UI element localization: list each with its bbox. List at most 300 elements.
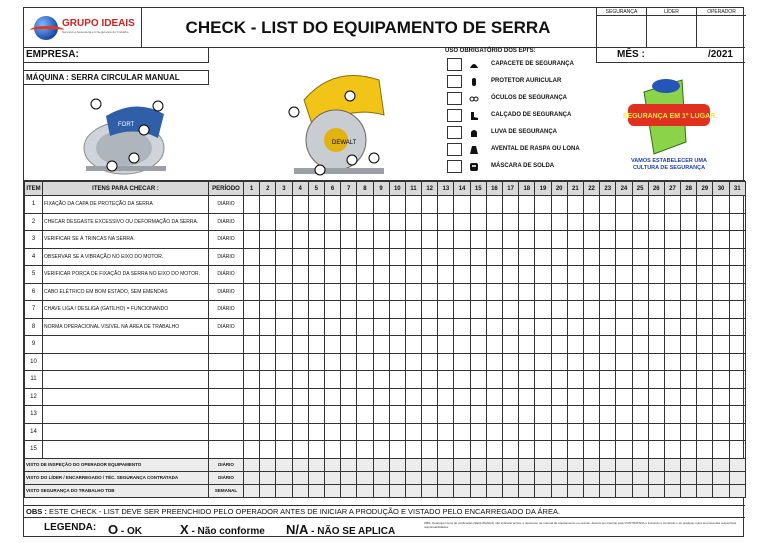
day-cell[interactable] [616,336,632,354]
day-cell[interactable] [373,458,389,471]
day-cell[interactable] [260,213,276,231]
day-cell[interactable] [729,388,745,406]
signature-operator[interactable] [697,8,746,48]
day-cell[interactable] [454,484,470,497]
day-cell[interactable] [503,353,519,371]
day-cell[interactable] [308,213,324,231]
day-cell[interactable] [389,458,405,471]
day-cell[interactable] [583,283,599,301]
day-cell[interactable] [600,353,616,371]
day-cell[interactable] [260,388,276,406]
day-cell[interactable] [324,318,340,336]
day-cell[interactable] [616,266,632,284]
day-cell[interactable] [535,231,551,249]
day-cell[interactable] [632,213,648,231]
day-cell[interactable] [616,471,632,484]
day-cell[interactable] [632,423,648,441]
day-cell[interactable] [648,196,664,214]
day-cell[interactable] [519,484,535,497]
day-cell[interactable] [600,196,616,214]
day-cell[interactable] [373,471,389,484]
day-cell[interactable] [438,423,454,441]
day-cell[interactable] [697,353,713,371]
day-cell[interactable] [648,248,664,266]
day-cell[interactable] [535,336,551,354]
day-cell[interactable] [486,283,502,301]
day-cell[interactable] [697,336,713,354]
day-cell[interactable] [341,266,357,284]
day-cell[interactable] [567,266,583,284]
day-cell[interactable] [470,471,486,484]
day-cell[interactable] [308,371,324,389]
day-cell[interactable] [405,231,421,249]
day-cell[interactable] [713,471,729,484]
day-cell[interactable] [373,318,389,336]
day-cell[interactable] [681,283,697,301]
day-cell[interactable] [357,441,373,459]
day-cell[interactable] [357,371,373,389]
day-cell[interactable] [648,371,664,389]
day-cell[interactable] [438,231,454,249]
day-cell[interactable] [357,266,373,284]
day-cell[interactable] [616,423,632,441]
day-cell[interactable] [292,318,308,336]
day-cell[interactable] [438,388,454,406]
day-cell[interactable] [373,231,389,249]
day-cell[interactable] [583,318,599,336]
day-cell[interactable] [454,283,470,301]
day-cell[interactable] [503,336,519,354]
day-cell[interactable] [486,423,502,441]
day-cell[interactable] [373,336,389,354]
day-cell[interactable] [260,283,276,301]
day-cell[interactable] [503,301,519,319]
day-cell[interactable] [567,406,583,424]
day-cell[interactable] [681,423,697,441]
day-cell[interactable] [324,248,340,266]
day-cell[interactable] [648,458,664,471]
day-cell[interactable] [567,423,583,441]
day-cell[interactable] [486,213,502,231]
day-cell[interactable] [389,283,405,301]
day-cell[interactable] [276,318,292,336]
day-cell[interactable] [697,371,713,389]
day-cell[interactable] [519,353,535,371]
day-cell[interactable] [422,283,438,301]
day-cell[interactable] [341,213,357,231]
day-cell[interactable] [244,231,260,249]
day-cell[interactable] [535,484,551,497]
day-cell[interactable] [681,196,697,214]
day-cell[interactable] [600,371,616,389]
signature-security[interactable] [597,8,647,48]
day-cell[interactable] [341,231,357,249]
day-cell[interactable] [454,353,470,371]
ppe-checkbox[interactable] [447,143,462,156]
day-cell[interactable] [681,336,697,354]
day-cell[interactable] [405,301,421,319]
day-cell[interactable] [600,283,616,301]
day-cell[interactable] [583,301,599,319]
day-cell[interactable] [357,471,373,484]
day-cell[interactable] [276,283,292,301]
day-cell[interactable] [486,484,502,497]
day-cell[interactable] [486,336,502,354]
day-cell[interactable] [519,196,535,214]
day-cell[interactable] [632,471,648,484]
day-cell[interactable] [681,441,697,459]
day-cell[interactable] [567,318,583,336]
day-cell[interactable] [583,266,599,284]
day-cell[interactable] [664,266,680,284]
day-cell[interactable] [438,353,454,371]
day-cell[interactable] [470,441,486,459]
day-cell[interactable] [308,266,324,284]
day-cell[interactable] [616,301,632,319]
day-cell[interactable] [729,213,745,231]
day-cell[interactable] [292,423,308,441]
day-cell[interactable] [600,231,616,249]
day-cell[interactable] [276,458,292,471]
day-cell[interactable] [632,196,648,214]
day-cell[interactable] [519,371,535,389]
day-cell[interactable] [357,318,373,336]
day-cell[interactable] [244,406,260,424]
day-cell[interactable] [567,458,583,471]
day-cell[interactable] [503,283,519,301]
day-cell[interactable] [292,248,308,266]
day-cell[interactable] [551,301,567,319]
day-cell[interactable] [713,441,729,459]
day-cell[interactable] [697,248,713,266]
day-cell[interactable] [341,248,357,266]
day-cell[interactable] [600,441,616,459]
day-cell[interactable] [244,458,260,471]
day-cell[interactable] [664,283,680,301]
day-cell[interactable] [486,441,502,459]
day-cell[interactable] [357,301,373,319]
day-cell[interactable] [713,406,729,424]
day-cell[interactable] [260,471,276,484]
day-cell[interactable] [292,388,308,406]
day-cell[interactable] [551,266,567,284]
day-cell[interactable] [454,371,470,389]
day-cell[interactable] [519,471,535,484]
day-cell[interactable] [470,406,486,424]
day-cell[interactable] [260,318,276,336]
day-cell[interactable] [373,371,389,389]
day-cell[interactable] [357,248,373,266]
day-cell[interactable] [292,406,308,424]
day-cell[interactable] [405,458,421,471]
day-cell[interactable] [438,458,454,471]
day-cell[interactable] [389,196,405,214]
day-cell[interactable] [648,266,664,284]
day-cell[interactable] [616,371,632,389]
day-cell[interactable] [260,484,276,497]
day-cell[interactable] [260,458,276,471]
day-cell[interactable] [551,231,567,249]
day-cell[interactable] [503,196,519,214]
day-cell[interactable] [260,196,276,214]
day-cell[interactable] [341,458,357,471]
day-cell[interactable] [583,196,599,214]
day-cell[interactable] [519,458,535,471]
day-cell[interactable] [681,301,697,319]
day-cell[interactable] [632,441,648,459]
day-cell[interactable] [260,248,276,266]
day-cell[interactable] [438,318,454,336]
day-cell[interactable] [697,301,713,319]
day-cell[interactable] [405,423,421,441]
day-cell[interactable] [324,471,340,484]
day-cell[interactable] [422,266,438,284]
day-cell[interactable] [632,484,648,497]
day-cell[interactable] [519,388,535,406]
day-cell[interactable] [632,248,648,266]
day-cell[interactable] [292,196,308,214]
day-cell[interactable] [600,318,616,336]
day-cell[interactable] [632,353,648,371]
day-cell[interactable] [292,213,308,231]
day-cell[interactable] [324,484,340,497]
day-cell[interactable] [535,266,551,284]
day-cell[interactable] [405,484,421,497]
day-cell[interactable] [292,301,308,319]
day-cell[interactable] [260,371,276,389]
day-cell[interactable] [389,371,405,389]
day-cell[interactable] [567,388,583,406]
day-cell[interactable] [664,458,680,471]
day-cell[interactable] [357,458,373,471]
day-cell[interactable] [244,336,260,354]
day-cell[interactable] [713,484,729,497]
day-cell[interactable] [600,266,616,284]
day-cell[interactable] [260,301,276,319]
day-cell[interactable] [551,213,567,231]
day-cell[interactable] [535,458,551,471]
day-cell[interactable] [373,301,389,319]
day-cell[interactable] [664,213,680,231]
day-cell[interactable] [632,336,648,354]
signature-leader[interactable] [647,8,697,48]
ppe-checkbox[interactable] [447,109,462,122]
day-cell[interactable] [357,484,373,497]
day-cell[interactable] [664,441,680,459]
day-cell[interactable] [681,484,697,497]
day-cell[interactable] [583,353,599,371]
day-cell[interactable] [422,196,438,214]
month-field[interactable] [596,48,745,63]
day-cell[interactable] [422,301,438,319]
day-cell[interactable] [373,441,389,459]
day-cell[interactable] [324,458,340,471]
day-cell[interactable] [648,406,664,424]
day-cell[interactable] [600,458,616,471]
day-cell[interactable] [405,196,421,214]
day-cell[interactable] [519,318,535,336]
day-cell[interactable] [373,248,389,266]
day-cell[interactable] [486,248,502,266]
day-cell[interactable] [260,336,276,354]
day-cell[interactable] [470,371,486,389]
day-cell[interactable] [357,336,373,354]
day-cell[interactable] [470,318,486,336]
day-cell[interactable] [503,441,519,459]
day-cell[interactable] [373,213,389,231]
day-cell[interactable] [697,388,713,406]
day-cell[interactable] [600,213,616,231]
day-cell[interactable] [551,336,567,354]
day-cell[interactable] [664,353,680,371]
day-cell[interactable] [341,336,357,354]
day-cell[interactable] [681,406,697,424]
day-cell[interactable] [583,441,599,459]
day-cell[interactable] [389,353,405,371]
day-cell[interactable] [664,484,680,497]
day-cell[interactable] [244,353,260,371]
day-cell[interactable] [519,213,535,231]
day-cell[interactable] [405,266,421,284]
day-cell[interactable] [664,406,680,424]
day-cell[interactable] [713,458,729,471]
day-cell[interactable] [308,484,324,497]
day-cell[interactable] [357,353,373,371]
day-cell[interactable] [405,248,421,266]
day-cell[interactable] [632,301,648,319]
day-cell[interactable] [454,231,470,249]
day-cell[interactable] [405,471,421,484]
day-cell[interactable] [276,423,292,441]
day-cell[interactable] [308,458,324,471]
day-cell[interactable] [405,353,421,371]
day-cell[interactable] [551,388,567,406]
day-cell[interactable] [648,471,664,484]
day-cell[interactable] [292,283,308,301]
day-cell[interactable] [583,371,599,389]
day-cell[interactable] [729,231,745,249]
day-cell[interactable] [681,231,697,249]
day-cell[interactable] [422,248,438,266]
day-cell[interactable] [648,231,664,249]
day-cell[interactable] [681,213,697,231]
day-cell[interactable] [389,318,405,336]
day-cell[interactable] [276,406,292,424]
day-cell[interactable] [729,248,745,266]
day-cell[interactable] [454,406,470,424]
day-cell[interactable] [551,406,567,424]
day-cell[interactable] [405,388,421,406]
day-cell[interactable] [664,318,680,336]
day-cell[interactable] [373,388,389,406]
day-cell[interactable] [470,336,486,354]
day-cell[interactable] [551,371,567,389]
day-cell[interactable] [373,196,389,214]
day-cell[interactable] [600,248,616,266]
day-cell[interactable] [729,196,745,214]
day-cell[interactable] [535,301,551,319]
day-cell[interactable] [422,441,438,459]
day-cell[interactable] [600,484,616,497]
day-cell[interactable] [519,423,535,441]
day-cell[interactable] [616,388,632,406]
day-cell[interactable] [697,406,713,424]
day-cell[interactable] [454,423,470,441]
ppe-checkbox[interactable] [447,58,462,71]
day-cell[interactable] [729,266,745,284]
day-cell[interactable] [616,353,632,371]
day-cell[interactable] [341,441,357,459]
day-cell[interactable] [551,484,567,497]
day-cell[interactable] [551,283,567,301]
day-cell[interactable] [438,283,454,301]
day-cell[interactable] [729,423,745,441]
day-cell[interactable] [373,423,389,441]
day-cell[interactable] [535,388,551,406]
day-cell[interactable] [664,388,680,406]
day-cell[interactable] [503,318,519,336]
day-cell[interactable] [729,406,745,424]
day-cell[interactable] [600,423,616,441]
day-cell[interactable] [324,423,340,441]
day-cell[interactable] [454,388,470,406]
day-cell[interactable] [697,423,713,441]
day-cell[interactable] [729,441,745,459]
day-cell[interactable] [308,406,324,424]
day-cell[interactable] [681,471,697,484]
day-cell[interactable] [341,301,357,319]
day-cell[interactable] [260,266,276,284]
day-cell[interactable] [535,196,551,214]
day-cell[interactable] [503,371,519,389]
ppe-checkbox[interactable] [447,92,462,105]
day-cell[interactable] [648,336,664,354]
day-cell[interactable] [405,371,421,389]
day-cell[interactable] [664,371,680,389]
day-cell[interactable] [713,248,729,266]
day-cell[interactable] [729,458,745,471]
day-cell[interactable] [681,353,697,371]
day-cell[interactable] [535,423,551,441]
day-cell[interactable] [244,266,260,284]
day-cell[interactable] [324,213,340,231]
day-cell[interactable] [503,213,519,231]
day-cell[interactable] [600,336,616,354]
day-cell[interactable] [486,318,502,336]
day-cell[interactable] [389,423,405,441]
day-cell[interactable] [438,301,454,319]
day-cell[interactable] [470,266,486,284]
day-cell[interactable] [244,441,260,459]
day-cell[interactable] [324,441,340,459]
day-cell[interactable] [373,283,389,301]
day-cell[interactable] [648,441,664,459]
day-cell[interactable] [616,213,632,231]
day-cell[interactable] [632,283,648,301]
day-cell[interactable] [470,231,486,249]
day-cell[interactable] [292,266,308,284]
day-cell[interactable] [519,336,535,354]
day-cell[interactable] [438,196,454,214]
day-cell[interactable] [535,213,551,231]
day-cell[interactable] [470,458,486,471]
day-cell[interactable] [244,196,260,214]
day-cell[interactable] [438,471,454,484]
day-cell[interactable] [308,441,324,459]
day-cell[interactable] [664,301,680,319]
day-cell[interactable] [567,353,583,371]
day-cell[interactable] [308,283,324,301]
